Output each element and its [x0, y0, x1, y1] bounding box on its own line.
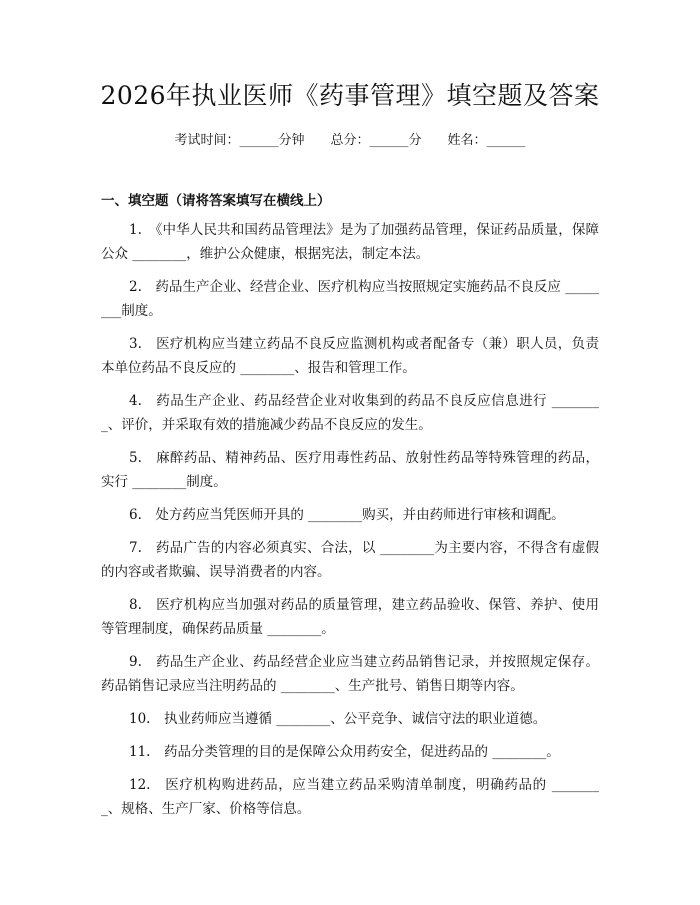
exam-score: 总分：______分	[330, 133, 422, 148]
question-item: 5. 麻醉药品、精神药品、医疗用毒性药品、放射性药品等特殊管理的药品，实行 ________制度。	[101, 450, 599, 490]
question-item: 3. 医疗机构应当建立药品不良反应监测机构或者配备专（兼）职人员，负责本单位药品不良反应的 ________、报告和管理工作。	[101, 336, 599, 376]
section-heading: 一、填空题（请将答案填写在横线上）	[101, 193, 331, 209]
exam-name: 姓名：______	[447, 133, 526, 148]
question-item: 6. 处方药应当凭医师开具的 ________购买，并由药师进行审核和调配。	[129, 507, 565, 523]
question-item: 12. 医疗机构购进药品，应当建立药品采购清单制度，明确药品的 ________、规格、生产厂家、价格等信息。	[101, 777, 599, 817]
question-item: 4. 药品生产企业、药品经营企业对收集到的药品不良反应信息进行 ________、评价，并采取有效的措施减少药品不良反应的发生。	[101, 393, 599, 433]
question-item: 10. 执业药师应当遵循 ________、公平竞争、诚信守法的职业道德。	[129, 711, 547, 727]
exam-time: 考试时间：______分钟	[174, 133, 305, 148]
question-item: 9. 药品生产企业、药品经营企业应当建立药品销售记录，并按照规定保存。药品销售记录应当注明药品的 ________、生产批号、销售日期等内容。	[101, 654, 599, 694]
question-item: 11. 药品分类管理的目的是保障公众用药安全，促进药品的 ________。	[129, 744, 560, 760]
document-title: 2026年执业医师《药事管理》填空题及答案	[100, 81, 600, 110]
question-list	[101, 218, 599, 830]
question-item: 2. 药品生产企业、经营企业、医疗机构应当按照规定实施药品不良反应 ________制度。	[101, 279, 599, 319]
question-item: 1. 《中华人民共和国药品管理法》是为了加强药品管理，保证药品质量，保障公众 ________，维护公众健康，根据宪法，制定本法。	[101, 222, 599, 262]
question-item: 8. 医疗机构应当加强对药品的质量管理，建立药品验收、保管、养护、使用等管理制度，确保药品质量 ________。	[101, 597, 599, 637]
question-item: 7. 药品广告的内容必须真实、合法，以 ________为主要内容，不得含有虚假的内容或者欺骗、误导消费者的内容。	[101, 540, 599, 580]
exam-meta	[0, 131, 700, 151]
